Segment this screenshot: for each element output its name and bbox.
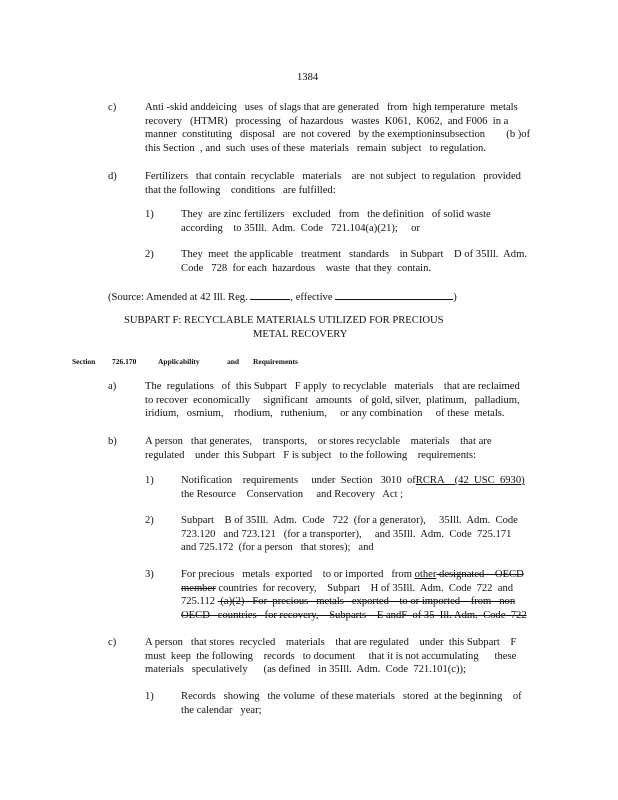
text-line: manner constituting disposal are not covered by the exemptioninsubsection (b )of bbox=[145, 129, 531, 140]
subpart-heading: SUBPART F: RECYCLABLE MATERIALS UTILIZED FOR PRECIOUS bbox=[124, 315, 444, 326]
text-line: the Resource Conservation and Recovery Act ; bbox=[181, 488, 404, 500]
section-title: Applicability bbox=[158, 357, 200, 366]
text-line: materials speculatively (as defined in 35Ill. Adm. Code 721.101(c)); bbox=[145, 664, 466, 675]
subpart-heading-line2: METAL RECOVERY bbox=[253, 329, 348, 340]
text-line bbox=[181, 568, 527, 582]
deleted-text: OECD countries for recovery, Subparts E andF of 35 Ill. Adm. Code 722 bbox=[181, 609, 527, 621]
text-line: 723.120 and 723.121 (for a transporter), and 35Ill. Adm. Code 725.171 bbox=[181, 528, 512, 540]
paragraph-d-fertilizers bbox=[145, 170, 521, 197]
inserted-text: RCRA (42 USC 6930) bbox=[415, 475, 525, 486]
subitem-d1 bbox=[181, 208, 491, 235]
deleted-text: (a)(2) For precious metals exported to or imported from non bbox=[217, 596, 516, 607]
section-number: 726.170 bbox=[112, 357, 137, 366]
text-line: recovery (HTMR) processing of hazardous wastes K061, K062, and F006 in a bbox=[145, 115, 509, 127]
subitem-label: 2) bbox=[145, 515, 154, 526]
text-line: to recover economically significant amounts of gold, silver, platinum, palladium, bbox=[145, 394, 520, 406]
text-line: and 725.172 (for a person that stores); and bbox=[181, 542, 374, 553]
text-run: countries for recovery, Subpart H of 35Ill. Adm. Code 722 and bbox=[215, 582, 514, 594]
text-line: the calendar year; bbox=[181, 704, 262, 716]
source-prefix: (Source: Amended at 42 Ill. Reg. bbox=[108, 292, 248, 303]
page-number: 1384 bbox=[297, 72, 319, 83]
text-line: A person that generates, transports, or stores recyclable materials that are bbox=[145, 436, 492, 447]
text-line: Subpart B of 35Ill. Adm. Code 722 (for a generator), 35Ill. Adm. Code bbox=[181, 515, 518, 526]
item-label: c) bbox=[108, 102, 117, 113]
text-line bbox=[181, 582, 527, 596]
text-line bbox=[181, 609, 527, 623]
paragraph-b bbox=[145, 435, 492, 462]
paragraph-a bbox=[145, 380, 520, 421]
source-note bbox=[108, 289, 457, 303]
text-line: this Section , and such uses of these materials remain subject to regulation. bbox=[145, 142, 486, 154]
text-line: regulated under this Subpart F is subject to the following requirements: bbox=[145, 449, 476, 461]
inserted-text: other bbox=[414, 569, 437, 580]
text-run: For precious metals exported to or imported from bbox=[181, 569, 415, 580]
section-title-requirements: Requirements bbox=[253, 357, 298, 366]
deleted-text: member bbox=[181, 582, 216, 594]
item-label: c) bbox=[108, 637, 117, 648]
text-line: Anti -skid anddeicing uses of slags that are generated from high temperature metals bbox=[145, 102, 518, 113]
text-line: must keep the following records to document that it is not accumulating these bbox=[145, 650, 517, 662]
text-line: Fertilizers that contain recyclable materials are not subject to regulation provided bbox=[145, 171, 521, 182]
source-mid: , effective bbox=[290, 292, 333, 303]
subitem-label: 1) bbox=[145, 691, 154, 702]
paragraph-c-htmr bbox=[145, 101, 530, 155]
text-line: that the following conditions are fulfilled: bbox=[145, 184, 336, 196]
subitem-label: 1) bbox=[145, 475, 154, 486]
subitem-label: 1) bbox=[145, 209, 154, 220]
text-line: They meet the applicable treatment standards in Subpart D of 35Ill. Adm. bbox=[181, 249, 527, 260]
text-line: The regulations of this Subpart F apply to recyclable materials that are reclaimed bbox=[145, 381, 520, 392]
source-end: ) bbox=[453, 292, 457, 303]
text-line: A person that stores recycled materials that are regulated under this Subpart F bbox=[145, 637, 517, 648]
deleted-text: designated OECD bbox=[436, 569, 524, 580]
text-line bbox=[181, 474, 525, 488]
item-label: a) bbox=[108, 381, 117, 392]
subitem-c1 bbox=[181, 690, 522, 717]
item-label: b) bbox=[108, 436, 117, 447]
text-line: They are zinc fertilizers excluded from the definition of solid waste bbox=[181, 209, 491, 220]
paragraph-c-records bbox=[145, 636, 516, 677]
subitem-d2 bbox=[181, 248, 527, 275]
blank-line bbox=[335, 289, 453, 300]
text-line bbox=[181, 595, 527, 609]
text-run: Notification requirements under Section 3010 of bbox=[181, 475, 416, 486]
text-line: Records showing the volume of these materials stored at the beginning of bbox=[181, 691, 522, 702]
subitem-label: 2) bbox=[145, 249, 154, 260]
subitem-b1 bbox=[181, 474, 525, 501]
subitem-b3 bbox=[181, 568, 527, 622]
text-run: 725.112 bbox=[181, 596, 218, 607]
section-title-and: and bbox=[227, 357, 240, 366]
text-line: Code 728 for each hazardous waste that they contain. bbox=[181, 262, 432, 274]
item-label: d) bbox=[108, 171, 117, 182]
subitem-label: 3) bbox=[145, 569, 154, 580]
text-line: iridium, osmium, rhodium, ruthenium, or any combination of these metals. bbox=[145, 408, 505, 419]
blank-line bbox=[250, 289, 290, 300]
section-label: Section bbox=[72, 357, 96, 366]
text-line: according to 35Ill. Adm. Code 721.104(a)(21); or bbox=[181, 222, 420, 234]
subitem-b2 bbox=[181, 514, 518, 555]
